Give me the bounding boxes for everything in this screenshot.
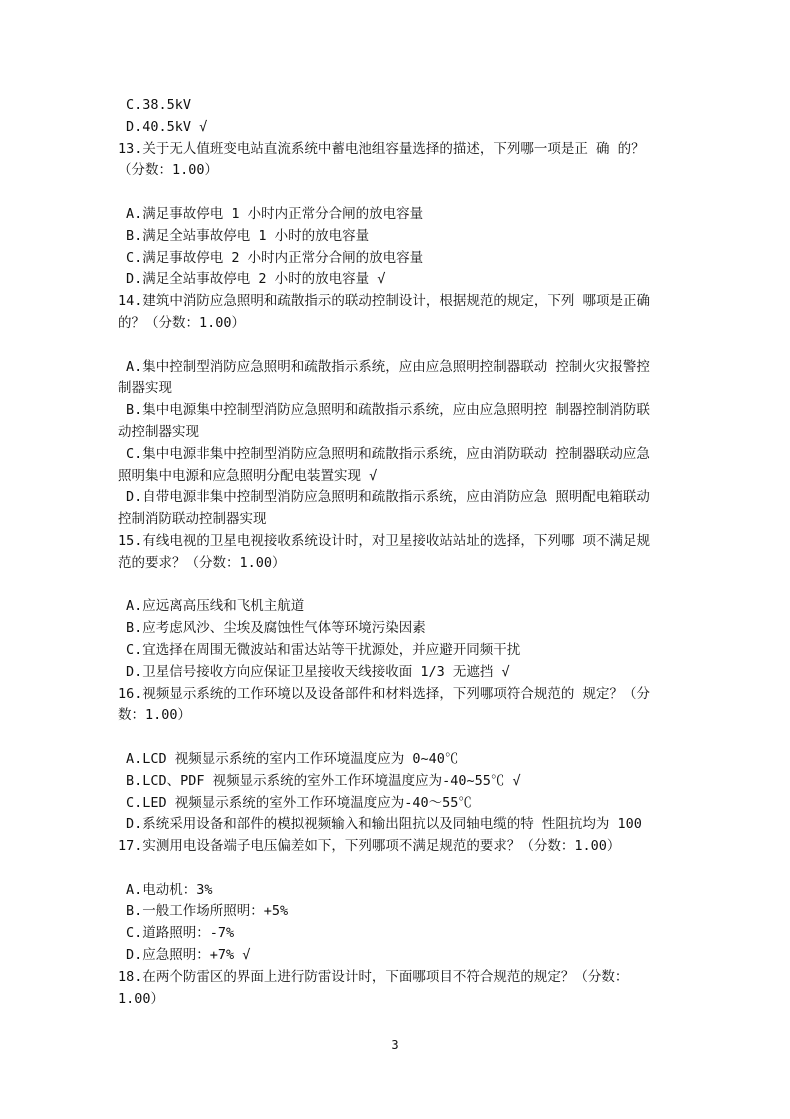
question-line: （分数：1.00） — [118, 162, 219, 179]
option-line: B.集中电源集中控制型消防应急照明和疏散指示系统，应由应急照明控 制器控制消防联 — [126, 402, 650, 419]
option-line: D.系统采用设备和部件的模拟视频输入和输出阻抗以及同轴电缆的特 性阻抗均为 100 — [126, 816, 642, 833]
question-line: 15.有线电视的卫星电视接收系统设计时，对卫星接收站站址的选择，下列哪 项不满足规 — [118, 532, 651, 549]
option-line: B.LCD、PDF 视频显示系统的室外工作环境温度应为-40~55℃ √ — [126, 772, 521, 789]
option-line: A.LCD 视频显示系统的室内工作环境温度应为 0~40℃ — [126, 750, 459, 767]
option-line: C.道路照明：-7% — [126, 925, 235, 942]
option-line: A.满足事故停电 1 小时内正常分合闸的放电容量 — [126, 205, 424, 222]
option-line: C.38.5kV — [126, 97, 192, 113]
blank-line — [118, 182, 668, 204]
option-line: C.LED 视频显示系统的室外工作环境温度应为-40～55℃ — [126, 794, 472, 811]
question-line: 18.在两个防雷区的界面上进行防雷设计时，下面哪项目不符合规范的规定？（分数： — [118, 968, 629, 985]
option-line: C.满足事故停电 2 小时内正常分合闸的放电容量 — [126, 249, 424, 266]
blank-line — [118, 575, 668, 597]
option-line: D.40.5kV √ — [126, 118, 208, 135]
question-line: 16.视频显示系统的工作环境以及设备部件和材料选择，下列哪项符合规范的 规定？（分 — [118, 685, 651, 702]
option-line: D.卫星信号接收方向应保证卫星接收天线接收面 1/3 无遮挡 √ — [126, 663, 510, 680]
option-line: C.宜选择在周围无微波站和雷达站等干扰源处，并应避开同频干扰 — [126, 641, 521, 658]
option-line: A.集中控制型消防应急照明和疏散指示系统，应由应急照明控制器联动 控制火灾报警控 — [126, 358, 650, 375]
page-number: 3 — [391, 1038, 399, 1052]
question-line: 数：1.00） — [118, 707, 192, 724]
option-line: 照明集中电源和应急照明分配电装置实现 √ — [118, 467, 378, 484]
blank-line — [118, 335, 668, 357]
option-line: C.集中电源非集中控制型消防应急照明和疏散指示系统，应由消防联动 控制器联动应急 — [126, 445, 650, 462]
option-line: B.满足全站事故停电 1 小时的放电容量 — [126, 227, 370, 244]
document-body — [118, 95, 668, 1010]
option-line: B.应考虑风沙、尘埃及腐蚀性气体等环境污染因素 — [126, 620, 426, 637]
option-line: D.应急照明：+7% √ — [126, 947, 251, 964]
blank-line — [118, 727, 668, 749]
blank-line — [118, 858, 668, 880]
option-line: A.应远离高压线和飞机主航道 — [126, 598, 305, 615]
option-line: D.自带电源非集中控制型消防应急照明和疏散指示系统，应由消防应急 照明配电箱联动 — [126, 489, 650, 506]
option-line: 控制消防联动控制器实现 — [118, 511, 267, 528]
question-line: 17.实测用电设备端子电压偏差如下，下列哪项不满足规范的要求？（分数：1.00） — [118, 838, 621, 855]
option-line: B.一般工作场所照明：+5% — [126, 903, 289, 920]
option-line: A.电动机：3% — [126, 881, 213, 898]
question-line: 1.00） — [118, 990, 165, 1007]
question-line: 的？（分数：1.00） — [118, 314, 246, 331]
question-line: 范的要求？（分数：1.00） — [118, 554, 286, 571]
question-line: 13.关于无人值班变电站直流系统中蓄电池组容量选择的描述，下列哪一项是正 确 的？ — [118, 140, 645, 157]
question-line: 14.建筑中消防应急照明和疏散指示的联动控制设计，根据规范的规定，下列 哪项是正确 — [118, 293, 651, 310]
option-line: 动控制器实现 — [118, 423, 199, 440]
option-line: 制器实现 — [118, 380, 172, 397]
option-line: D.满足全站事故停电 2 小时的放电容量 √ — [126, 271, 386, 288]
